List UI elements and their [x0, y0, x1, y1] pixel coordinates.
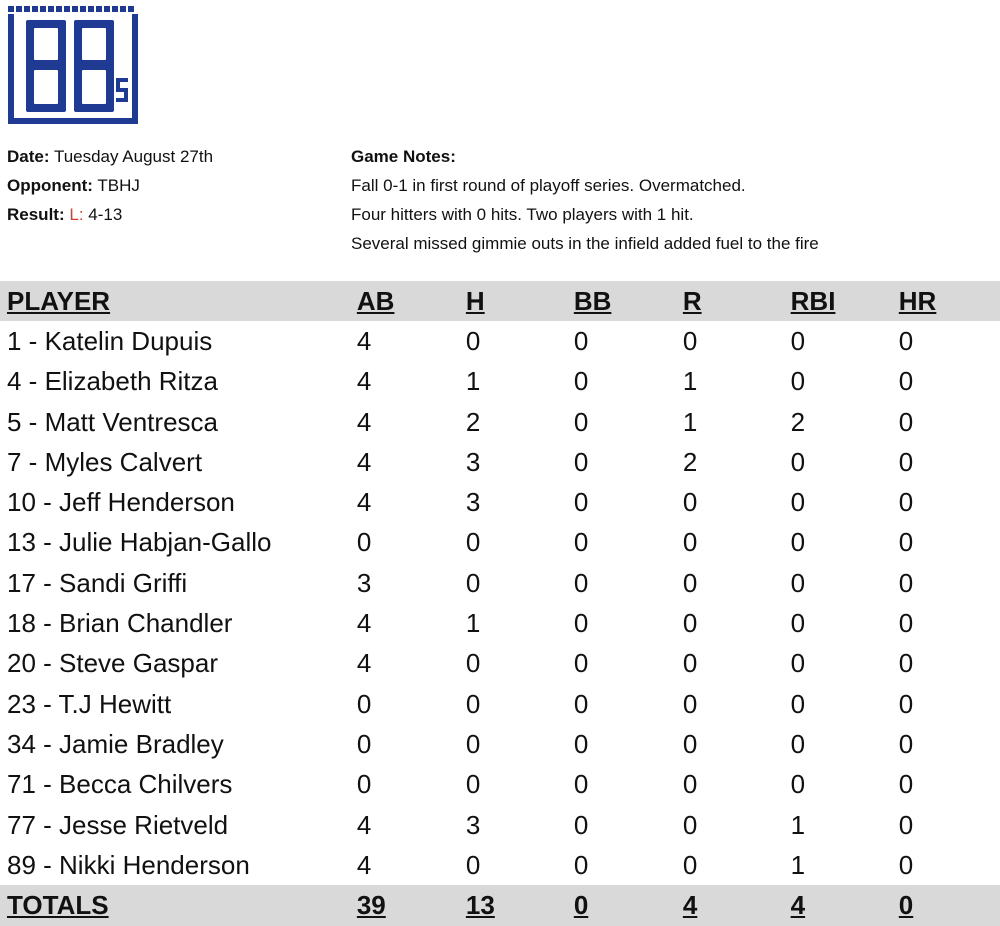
header-bb: BB	[573, 285, 612, 316]
cell-h: 0	[465, 688, 481, 719]
cell-r: 0	[682, 728, 698, 759]
cell-hr: 0	[898, 809, 914, 840]
cell-bb: 0	[573, 406, 589, 437]
cell-hr: 0	[898, 446, 914, 477]
total-rbi: 4	[790, 890, 806, 921]
cell-r: 0	[682, 648, 698, 679]
cell-player: 4 - Elizabeth Ritza	[7, 366, 218, 397]
cell-r: 0	[682, 688, 698, 719]
cell-h: 0	[465, 769, 481, 800]
cell-ab: 4	[356, 849, 372, 880]
stats-table	[0, 281, 1000, 926]
cell-h: 3	[465, 446, 481, 477]
cell-bb: 0	[573, 527, 589, 558]
cell-hr: 0	[898, 527, 914, 558]
header-player: PLAYER	[7, 285, 111, 316]
cell-hr: 0	[898, 366, 914, 397]
cell-player: 7 - Myles Calvert	[7, 446, 203, 477]
table-row	[0, 563, 1000, 603]
cell-r: 0	[682, 608, 698, 639]
cell-ab: 4	[356, 608, 372, 639]
opponent-value: TBHJ	[97, 176, 140, 195]
total-bb: 0	[573, 890, 589, 921]
cell-bb: 0	[573, 567, 589, 598]
date-value: Tuesday August 27th	[53, 147, 214, 166]
cell-r: 0	[682, 809, 698, 840]
cell-rbi: 0	[790, 446, 806, 477]
cell-player: 1 - Katelin Dupuis	[7, 325, 213, 356]
cell-hr: 0	[898, 325, 914, 356]
date-label: Date:	[7, 147, 50, 166]
table-row	[0, 442, 1000, 482]
cell-hr: 0	[898, 567, 914, 598]
cell-rbi: 0	[790, 688, 806, 719]
cell-hr: 0	[898, 728, 914, 759]
cell-h: 2	[465, 406, 481, 437]
opponent-label: Opponent:	[7, 176, 93, 195]
cell-player: 13 - Julie Habjan-Gallo	[7, 527, 272, 558]
table-row	[0, 724, 1000, 764]
cell-h: 1	[465, 608, 481, 639]
total-hr: 0	[898, 890, 914, 921]
table-row	[0, 362, 1000, 402]
cell-h: 3	[465, 809, 481, 840]
cell-rbi: 0	[790, 648, 806, 679]
cell-rbi: 0	[790, 728, 806, 759]
game-note-line: Fall 0-1 in first round of playoff series. Overmatched.	[351, 176, 746, 195]
cell-ab: 4	[356, 809, 372, 840]
table-row	[0, 805, 1000, 845]
cell-rbi: 0	[790, 487, 806, 518]
total-player: TOTALS	[7, 890, 109, 921]
table-row	[0, 321, 1000, 361]
game-note-line: Several missed gimmie outs in the infield added fuel to the fire	[351, 234, 819, 253]
cell-rbi: 0	[790, 325, 806, 356]
result-label: Result:	[7, 205, 65, 224]
cell-rbi: 1	[790, 809, 806, 840]
cell-bb: 0	[573, 769, 589, 800]
cell-ab: 0	[356, 728, 372, 759]
header-hr: HR	[898, 285, 937, 316]
result-score: 4-13	[88, 205, 123, 224]
cell-rbi: 0	[790, 366, 806, 397]
cell-hr: 0	[898, 769, 914, 800]
cell-h: 0	[465, 648, 481, 679]
cell-ab: 4	[356, 446, 372, 477]
cell-h: 0	[465, 567, 481, 598]
game-info	[7, 142, 213, 229]
cell-hr: 0	[898, 608, 914, 639]
table-row	[0, 523, 1000, 563]
cell-player: 89 - Nikki Henderson	[7, 849, 250, 880]
cell-bb: 0	[573, 487, 589, 518]
cell-rbi: 2	[790, 406, 806, 437]
cell-r: 0	[682, 527, 698, 558]
cell-ab: 4	[356, 325, 372, 356]
cell-hr: 0	[898, 849, 914, 880]
cell-ab: 0	[356, 527, 372, 558]
cell-r: 0	[682, 567, 698, 598]
cell-h: 0	[465, 728, 481, 759]
table-header-row	[0, 281, 1000, 321]
result-code: L:	[69, 205, 84, 224]
game-note-line: Four hitters with 0 hits. Two players with 1 hit.	[351, 205, 694, 224]
cell-player: 77 - Jesse Rietveld	[7, 809, 229, 840]
header-ab: AB	[356, 285, 395, 316]
cell-player: 71 - Becca Chilvers	[7, 769, 233, 800]
cell-h: 0	[465, 527, 481, 558]
game-notes	[351, 142, 819, 258]
cell-player: 20 - Steve Gaspar	[7, 648, 218, 679]
result-row	[7, 200, 213, 229]
cell-hr: 0	[898, 406, 914, 437]
cell-r: 0	[682, 487, 698, 518]
cell-bb: 0	[573, 728, 589, 759]
cell-hr: 0	[898, 688, 914, 719]
cell-r: 0	[682, 849, 698, 880]
cell-ab: 0	[356, 688, 372, 719]
cell-ab: 4	[356, 487, 372, 518]
cell-ab: 4	[356, 648, 372, 679]
header-r: R	[682, 285, 702, 316]
cell-player: 34 - Jamie Bradley	[7, 728, 224, 759]
table-row	[0, 684, 1000, 724]
cell-ab: 0	[356, 769, 372, 800]
cell-player: 23 - T.J Hewitt	[7, 688, 172, 719]
totals-row	[0, 885, 1000, 925]
header-rbi: RBI	[790, 285, 836, 316]
date-row	[7, 142, 213, 171]
cell-player: 10 - Jeff Henderson	[7, 487, 235, 518]
cell-ab: 3	[356, 567, 372, 598]
cell-r: 2	[682, 446, 698, 477]
table-row	[0, 845, 1000, 885]
cell-bb: 0	[573, 809, 589, 840]
cell-h: 0	[465, 325, 481, 356]
cell-h: 3	[465, 487, 481, 518]
cell-r: 0	[682, 769, 698, 800]
cell-h: 0	[465, 849, 481, 880]
cell-h: 1	[465, 366, 481, 397]
cell-bb: 0	[573, 366, 589, 397]
table-row	[0, 402, 1000, 442]
cell-bb: 0	[573, 325, 589, 356]
cell-bb: 0	[573, 849, 589, 880]
cell-rbi: 1	[790, 849, 806, 880]
cell-bb: 0	[573, 688, 589, 719]
cell-bb: 0	[573, 446, 589, 477]
table-row	[0, 482, 1000, 522]
cell-player: 17 - Sandi Griffi	[7, 567, 188, 598]
cell-hr: 0	[898, 648, 914, 679]
cell-bb: 0	[573, 608, 589, 639]
opponent-row	[7, 171, 213, 200]
cell-r: 1	[682, 366, 698, 397]
game-notes-title: Game Notes:	[351, 147, 456, 166]
table-row	[0, 765, 1000, 805]
cell-rbi: 0	[790, 527, 806, 558]
cell-rbi: 0	[790, 608, 806, 639]
cell-r: 1	[682, 406, 698, 437]
table-row	[0, 644, 1000, 684]
cell-ab: 4	[356, 366, 372, 397]
total-h: 13	[465, 890, 495, 921]
total-ab: 39	[356, 890, 386, 921]
header-h: H	[465, 285, 485, 316]
cell-player: 18 - Brian Chandler	[7, 608, 233, 639]
total-r: 4	[682, 890, 698, 921]
table-row	[0, 603, 1000, 643]
cell-hr: 0	[898, 487, 914, 518]
cell-r: 0	[682, 325, 698, 356]
team-88s-logo	[8, 6, 140, 126]
cell-rbi: 0	[790, 567, 806, 598]
cell-player: 5 - Matt Ventresca	[7, 406, 218, 437]
cell-ab: 4	[356, 406, 372, 437]
cell-bb: 0	[573, 648, 589, 679]
cell-rbi: 0	[790, 769, 806, 800]
